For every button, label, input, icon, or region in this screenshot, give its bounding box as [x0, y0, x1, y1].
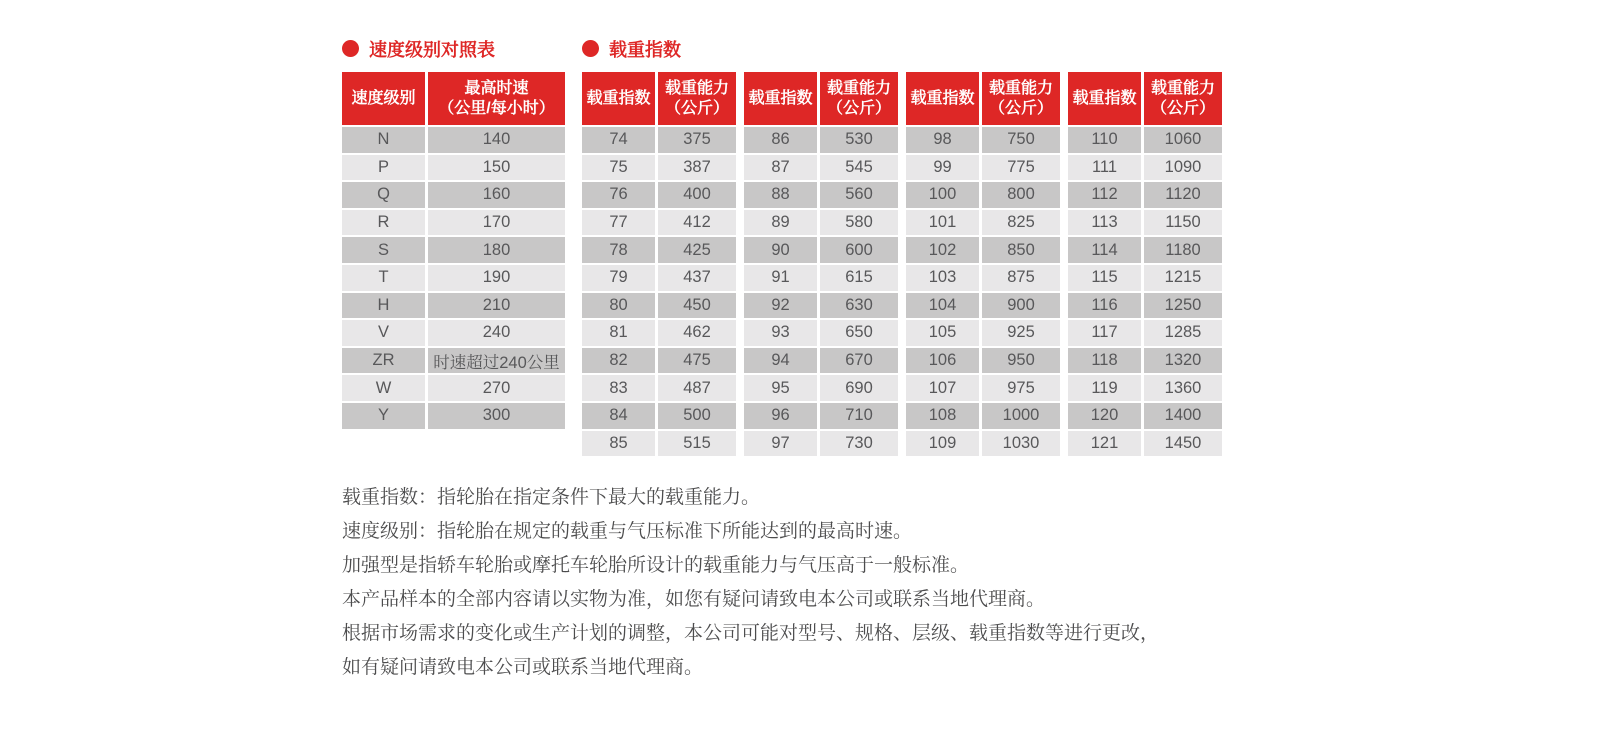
- load-index-cell: 94: [744, 348, 817, 374]
- load-index-section: [582, 36, 1222, 456]
- load-capacity-header-line1: 载重能力: [988, 79, 1053, 97]
- load-capacity-cell: 487: [658, 375, 736, 401]
- load-capacity-cell: 1060: [1144, 127, 1222, 153]
- speed-grade-cell: Q: [342, 182, 425, 208]
- load-index-group-4: [1068, 72, 1222, 456]
- load-index-group-1: [582, 72, 736, 456]
- load-index-cell: 113: [1068, 210, 1141, 236]
- max-speed-cell: 240: [428, 320, 565, 346]
- load-capacity-cell: 450: [658, 293, 736, 319]
- speed-grade-header: 速度级别: [342, 72, 425, 125]
- max-speed-cell: 270: [428, 375, 565, 401]
- speed-grade-cell: S: [342, 237, 425, 263]
- load-capacity-cell: 925: [982, 320, 1060, 346]
- load-capacity-cell: 800: [982, 182, 1060, 208]
- load-index-cell: 81: [582, 320, 655, 346]
- load-capacity-cell: 615: [820, 265, 898, 291]
- load-index-cell: 79: [582, 265, 655, 291]
- load-index-cell: 98: [906, 127, 979, 153]
- speed-grade-cell: Y: [342, 403, 425, 429]
- load-index-cell: 106: [906, 348, 979, 374]
- load-capacity-cell: 1450: [1144, 431, 1222, 457]
- speed-rating-section: [342, 36, 565, 429]
- load-capacity-cell: 1400: [1144, 403, 1222, 429]
- max-speed-cell: 210: [428, 293, 565, 319]
- load-capacity-cell: 580: [820, 210, 898, 236]
- speed-table-title-text: 速度级别对照表: [369, 39, 495, 60]
- load-index-cell: 80: [582, 293, 655, 319]
- load-index-cell: 83: [582, 375, 655, 401]
- load-capacity-cell: 475: [658, 348, 736, 374]
- load-index-cell: 102: [906, 237, 979, 263]
- load-capacity-cell: 690: [820, 375, 898, 401]
- load-index-cell: 78: [582, 237, 655, 263]
- load-capacity-header-line2: （公斤）: [1150, 99, 1215, 117]
- load-capacity-cell: 1180: [1144, 237, 1222, 263]
- load-capacity-header-line2: （公斤）: [826, 99, 891, 117]
- speed-grade-cell: N: [342, 127, 425, 153]
- max-speed-cell: 180: [428, 237, 565, 263]
- load-capacity-cell: 375: [658, 127, 736, 153]
- load-index-cell: 104: [906, 293, 979, 319]
- load-index-cell: 121: [1068, 431, 1141, 457]
- max-speed-cell: 300: [428, 403, 565, 429]
- load-capacity-cell: 850: [982, 237, 1060, 263]
- max-speed-header-line1: 最高时速: [464, 79, 529, 97]
- load-capacity-cell: 730: [820, 431, 898, 457]
- load-capacity-cell: 412: [658, 210, 736, 236]
- speed-grade-cell: P: [342, 155, 425, 181]
- load-capacity-cell: 560: [820, 182, 898, 208]
- load-index-cell: 119: [1068, 375, 1141, 401]
- load-index-cell: 114: [1068, 237, 1141, 263]
- load-index-cell: 120: [1068, 403, 1141, 429]
- load-index-cell: 111: [1068, 155, 1141, 181]
- load-index-cell: 117: [1068, 320, 1141, 346]
- load-index-cell: 100: [906, 182, 979, 208]
- footnote-line: 加强型是指轿车轮胎或摩托车轮胎所设计的载重能力与气压高于一般标准。: [342, 555, 970, 576]
- load-index-header: 载重指数: [1068, 72, 1141, 125]
- load-capacity-cell: 530: [820, 127, 898, 153]
- max-speed-cell: 160: [428, 182, 565, 208]
- load-capacity-cell: 462: [658, 320, 736, 346]
- max-speed-cell: 150: [428, 155, 565, 181]
- load-capacity-cell: 1000: [982, 403, 1060, 429]
- load-capacity-cell: 975: [982, 375, 1060, 401]
- speed-grade-cell: R: [342, 210, 425, 236]
- load-capacity-header-line2: （公斤）: [664, 99, 729, 117]
- red-dot-icon: [342, 40, 359, 57]
- load-capacity-cell: 515: [658, 431, 736, 457]
- load-capacity-cell: 1215: [1144, 265, 1222, 291]
- load-capacity-header-line1: 载重能力: [1150, 79, 1215, 97]
- load-capacity-header-line1: 载重能力: [826, 79, 891, 97]
- load-index-group-3: [906, 72, 1060, 456]
- load-capacity-cell: 1360: [1144, 375, 1222, 401]
- load-capacity-cell: 387: [658, 155, 736, 181]
- load-index-cell: 88: [744, 182, 817, 208]
- speed-rating-table: [342, 72, 565, 429]
- load-index-cell: 97: [744, 431, 817, 457]
- footnote-line: 载重指数：指轮胎在指定条件下最大的载重能力。: [342, 487, 761, 508]
- load-index-cell: 75: [582, 155, 655, 181]
- speed-grade-cell: V: [342, 320, 425, 346]
- load-capacity-cell: 630: [820, 293, 898, 319]
- max-speed-cell: 170: [428, 210, 565, 236]
- load-index-cell: 77: [582, 210, 655, 236]
- load-capacity-cell: 600: [820, 237, 898, 263]
- load-index-cell: 92: [744, 293, 817, 319]
- footnote-line: 根据市场需求的变化或生产计划的调整，本公司可能对型号、规格、层级、载重指数等进行更改，: [342, 623, 1160, 644]
- load-capacity-header-line1: 载重能力: [664, 79, 729, 97]
- load-index-cell: 87: [744, 155, 817, 181]
- load-capacity-header: [982, 72, 1060, 125]
- load-index-cell: 95: [744, 375, 817, 401]
- load-capacity-cell: 670: [820, 348, 898, 374]
- load-index-cell: 112: [1068, 182, 1141, 208]
- load-capacity-cell: 710: [820, 403, 898, 429]
- load-capacity-cell: 950: [982, 348, 1060, 374]
- load-index-cell: 90: [744, 237, 817, 263]
- load-capacity-cell: 1285: [1144, 320, 1222, 346]
- load-index-header: 载重指数: [744, 72, 817, 125]
- load-capacity-cell: 900: [982, 293, 1060, 319]
- load-index-cell: 107: [906, 375, 979, 401]
- load-capacity-cell: 1120: [1144, 182, 1222, 208]
- load-index-cell: 84: [582, 403, 655, 429]
- load-index-cell: 103: [906, 265, 979, 291]
- red-dot-icon: [582, 40, 599, 57]
- load-capacity-cell: 400: [658, 182, 736, 208]
- speed-table-title: [342, 36, 565, 61]
- speed-grade-cell: H: [342, 293, 425, 319]
- load-capacity-cell: 500: [658, 403, 736, 429]
- load-index-cell: 108: [906, 403, 979, 429]
- load-index-cell: 116: [1068, 293, 1141, 319]
- load-capacity-cell: 425: [658, 237, 736, 263]
- load-capacity-header: [1144, 72, 1222, 125]
- load-index-cell: 76: [582, 182, 655, 208]
- load-index-header: 载重指数: [582, 72, 655, 125]
- load-table-title-text: 载重指数: [609, 39, 681, 60]
- load-capacity-cell: 545: [820, 155, 898, 181]
- load-index-cell: 110: [1068, 127, 1141, 153]
- load-capacity-cell: 650: [820, 320, 898, 346]
- load-index-header: 载重指数: [906, 72, 979, 125]
- speed-grade-cell: T: [342, 265, 425, 291]
- load-capacity-cell: 825: [982, 210, 1060, 236]
- load-capacity-cell: 875: [982, 265, 1060, 291]
- load-index-cell: 99: [906, 155, 979, 181]
- load-index-cell: 82: [582, 348, 655, 374]
- load-capacity-cell: 1250: [1144, 293, 1222, 319]
- load-capacity-cell: 750: [982, 127, 1060, 153]
- load-index-cell: 101: [906, 210, 979, 236]
- load-index-cell: 91: [744, 265, 817, 291]
- speed-grade-cell: ZR: [342, 348, 425, 374]
- load-capacity-cell: 1150: [1144, 210, 1222, 236]
- load-index-group-2: [744, 72, 898, 456]
- load-table-title: [582, 36, 1222, 61]
- load-capacity-header: [820, 72, 898, 125]
- load-index-cell: 93: [744, 320, 817, 346]
- max-speed-cell: 时速超过240公里: [428, 348, 565, 374]
- load-index-cell: 109: [906, 431, 979, 457]
- load-index-cell: 118: [1068, 348, 1141, 374]
- load-capacity-cell: 1030: [982, 431, 1060, 457]
- footnotes: [342, 481, 1159, 685]
- max-speed-cell: 140: [428, 127, 565, 153]
- load-index-cell: 96: [744, 403, 817, 429]
- load-index-cell: 89: [744, 210, 817, 236]
- load-capacity-cell: 1320: [1144, 348, 1222, 374]
- max-speed-header-line2: （公里/每小时）: [438, 99, 555, 117]
- load-index-cell: 115: [1068, 265, 1141, 291]
- load-capacity-cell: 437: [658, 265, 736, 291]
- load-index-cell: 85: [582, 431, 655, 457]
- load-index-table: [582, 72, 1222, 456]
- max-speed-header: [428, 72, 565, 125]
- footnote-line: 速度级别：指轮胎在规定的载重与气压标准下所能达到的最高时速。: [342, 521, 913, 542]
- speed-grade-cell: W: [342, 375, 425, 401]
- load-index-cell: 105: [906, 320, 979, 346]
- load-capacity-cell: 775: [982, 155, 1060, 181]
- load-capacity-header: [658, 72, 736, 125]
- footnote-line: 本产品样本的全部内容请以实物为准，如您有疑问请致电本公司或联系当地代理商。: [342, 589, 1046, 610]
- load-capacity-header-line2: （公斤）: [988, 99, 1053, 117]
- load-capacity-cell: 1090: [1144, 155, 1222, 181]
- footnote-line: 如有疑问请致电本公司或联系当地代理商。: [342, 657, 704, 678]
- load-index-cell: 86: [744, 127, 817, 153]
- max-speed-cell: 190: [428, 265, 565, 291]
- load-index-cell: 74: [582, 127, 655, 153]
